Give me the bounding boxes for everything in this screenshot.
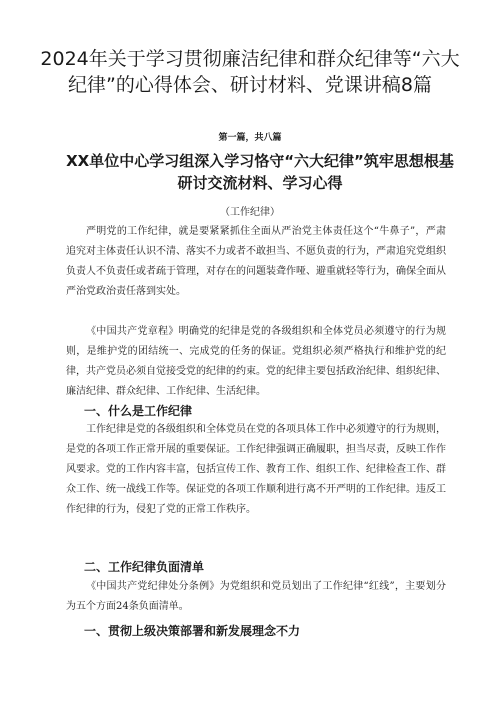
- document-title: [20, 46, 480, 98]
- paragraph-work-discipline-definition: 工作纪律是党的各级组织和全体党员在党的各项具体工作中必须遵守的行为规则，是党的各项工作正常开展的重要保证。工作纪律强调正确履职，担当尽责，反映工作作风要求。党的工作内容丰富，包括宣传工作、教育工作、组织工作、纪律检查工作、群众工作、统一战线工作等。保证党的各项工作顺利进行离不开严明的工作纪律。违反工作纪律的行为，侵犯了党的正常工作秩序。: [66, 424, 446, 515]
- section-heading-negative-list: 二、工作纪律负面清单: [84, 560, 205, 574]
- paragraph-negative-list: 《中国共产党纪律处分条例》为党组织和党员划出了工作纪律“红线”，主要划分为五个方面24条负面清单。: [66, 581, 446, 612]
- article-title-line-2: 研讨交流材料、学习心得: [177, 174, 343, 192]
- document-title-line-1: 2024年关于学习贯彻廉洁纪律和群众纪律等“六大: [40, 48, 460, 70]
- section-heading-what-is-work-discipline: 一、什么是工作纪律: [84, 404, 193, 418]
- paragraph-intro: 严明党的工作纪律，就是要紧紧抓住全面从严治党主体责任这个“牛鼻子”，严肃追究对主体责任认识不清、落实不力或者不敢担当、不愿负责的行为，严肃追究党组织负责人不负责任或者疏于管理，对存在的问题装聋作哑、避重就轻等行为，确保全面从严治党政治责任落到实处。: [66, 226, 446, 297]
- chapter-indicator: 第一篇，共八篇: [218, 133, 282, 143]
- paragraph-party-constitution: 《中国共产党章程》明确党的纪律是党的各级组织和全体党员必须遵守的行为规则，是维护党的团结统一、完成党的任务的保证。党组织必须严格执行和维护党的纪律，共产党员必须自觉接受党的纪律的约束。党的纪律主要包括政治纪律、组织纪律、廉洁纪律、群众纪律、工作纪律、生活纪律。: [66, 326, 446, 397]
- subsection-heading-implementation: 一、贯彻上级决策部署和新发展理念不力: [84, 624, 301, 638]
- article-subtitle: （工作纪律）: [220, 207, 280, 218]
- article-title: [50, 150, 470, 194]
- document-title-line-2: 纪律”的心得体会、研讨材料、党课讲稿8篇: [68, 74, 432, 96]
- article-title-line-1: XX单位中心学习组深入学习恪守“六大纪律”筑牢思想根基: [66, 152, 454, 170]
